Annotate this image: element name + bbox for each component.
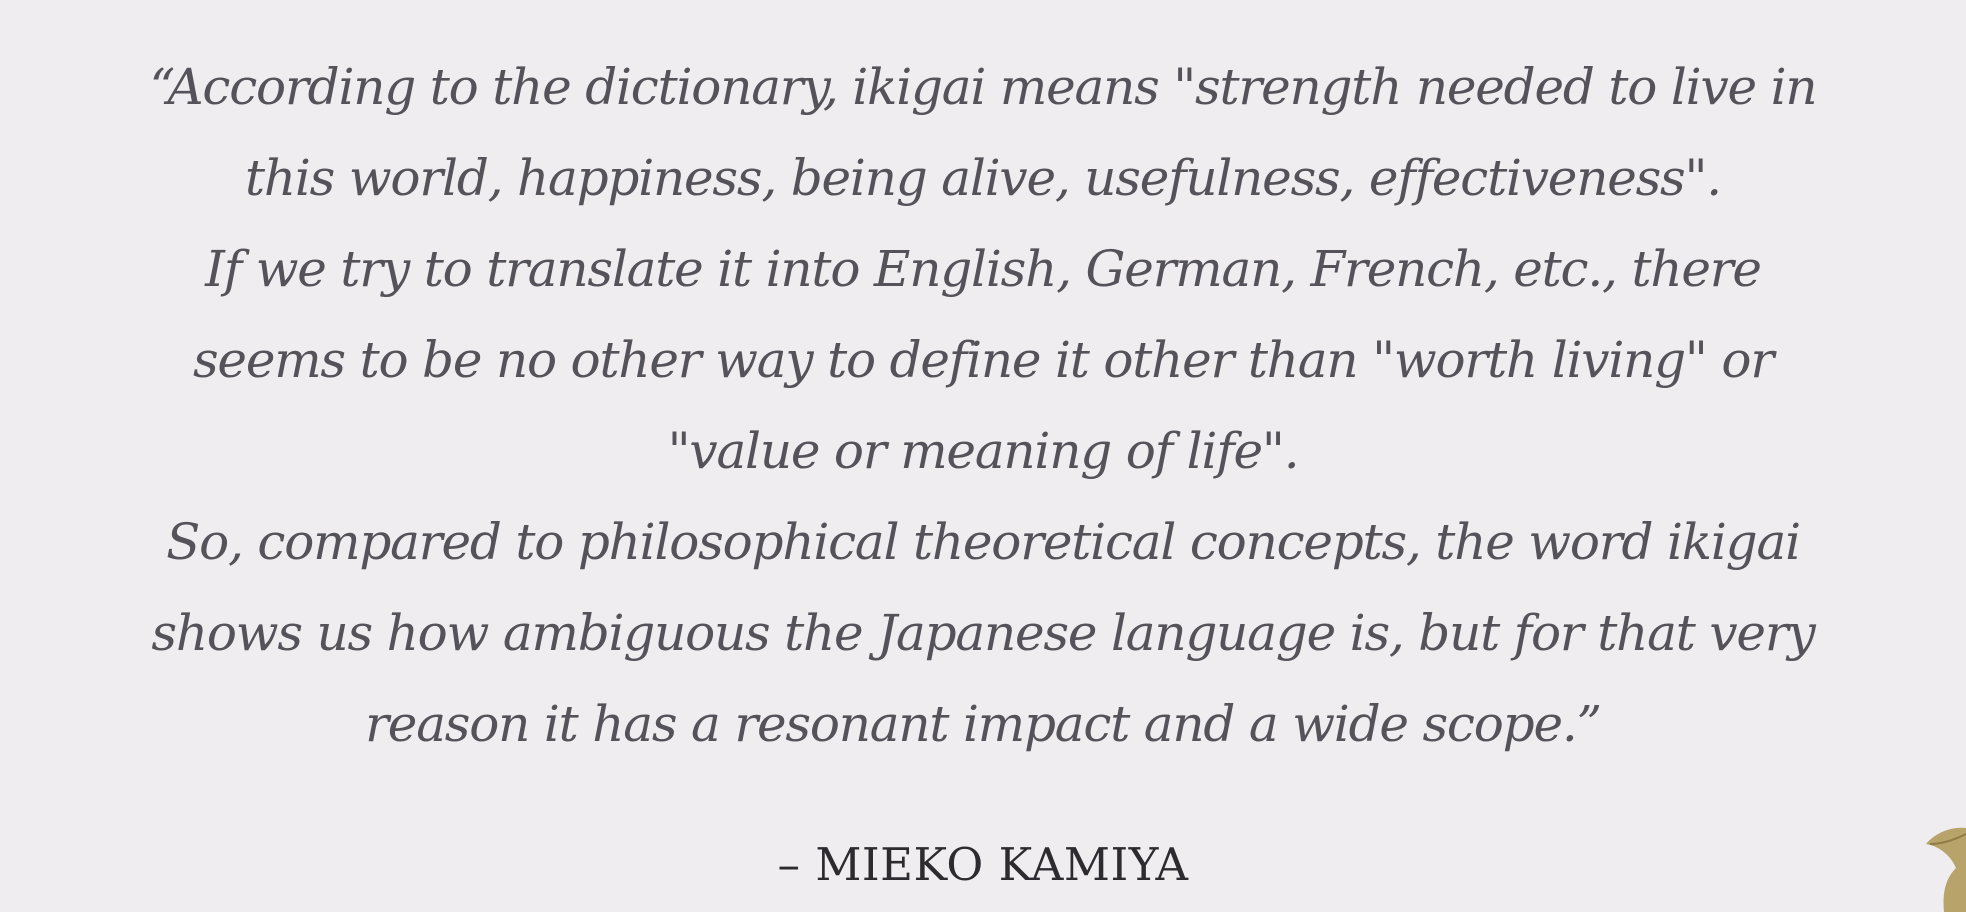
quote-attribution: – MIEKO KAMIYA <box>777 838 1189 891</box>
leaf-icon <box>1920 820 1966 912</box>
quote-text <box>50 42 1916 770</box>
quote-line: "value or meaning of life". <box>667 422 1299 480</box>
quote-line: reason it has a resonant impact and a wide scope.” <box>365 695 1601 753</box>
quote-line: shows us how ambiguous the Japanese language is, but for that very <box>151 604 1815 662</box>
quote-line: this world, happiness, being alive, usefulness, effectiveness". <box>244 149 1721 207</box>
quote-line: seems to be no other way to define it other than "worth living" or <box>192 331 1774 389</box>
quote-line: “According to the dictionary, ikigai means "strength needed to live in <box>149 58 1817 116</box>
quote-line: So, compared to philosophical theoretical concepts, the word ikigai <box>166 513 1800 571</box>
quote-line: If we try to translate it into English, German, French, etc., there <box>205 240 1761 298</box>
